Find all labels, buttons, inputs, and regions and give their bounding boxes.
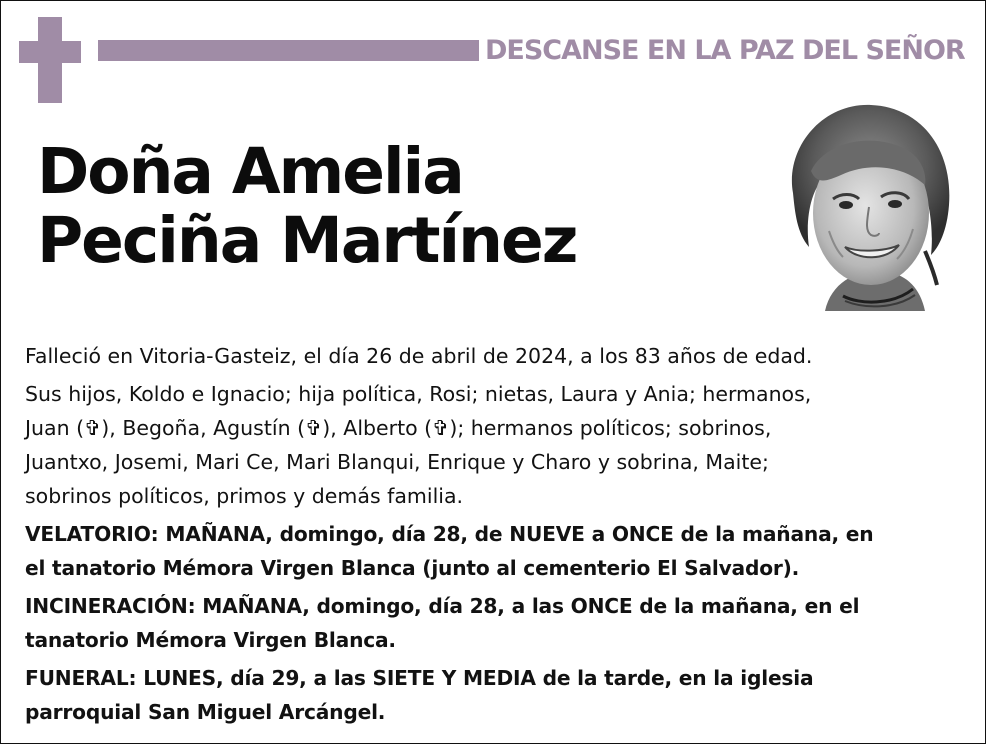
family-paragraph	[25, 377, 965, 513]
deceased-name	[37, 137, 757, 275]
funeral-line-1: FUNERAL: LUNES, día 29, a las SIETE Y MEDIA de la tarde, en la iglesia	[25, 666, 814, 690]
family-line-1: Sus hijos, Koldo e Ignacio; hija política, Rosi; nietas, Laura y Ania; hermanos,	[25, 382, 812, 406]
notice-body	[25, 339, 965, 729]
funeral-paragraph	[25, 661, 965, 729]
velatorio-line-2: el tanatorio Mémora Virgen Blanca (junto al cementerio El Salvador).	[25, 556, 800, 580]
incineracion-line-1: INCINERACIÓN: MAÑANA, domingo, día 28, a las ONCE de la mañana, en el	[25, 594, 860, 618]
deceased-name-line-2: Peciña Martínez	[37, 204, 577, 277]
funeral-line-2: parroquial San Miguel Arcángel.	[25, 700, 386, 724]
family-line-4: sobrinos políticos, primos y demás familia.	[25, 484, 464, 508]
incineracion-paragraph	[25, 589, 965, 657]
intro-paragraph	[25, 339, 965, 373]
velatorio-line-1: VELATORIO: MAÑANA, domingo, día 28, de NUEVE a ONCE de la mañana, en	[25, 522, 874, 546]
incineracion-line-2: tanatorio Mémora Virgen Blanca.	[25, 628, 396, 652]
portrait-photo	[785, 101, 953, 311]
deceased-name-line-1: Doña Amelia	[37, 135, 463, 208]
header-divider-bar	[98, 40, 479, 61]
family-line-2: Juan (✞), Begoña, Agustín (✞), Alberto (✞); hermanos políticos; sobrinos,	[25, 416, 772, 440]
velatorio-paragraph	[25, 517, 965, 585]
cross-icon	[19, 17, 81, 103]
intro-line: Falleció en Vitoria-Gasteiz, el día 26 de abril de 2024, a los 83 años de edad.	[25, 344, 813, 368]
family-line-3: Juantxo, Josemi, Mari Ce, Mari Blanqui, Enrique y Charo y sobrina, Maite;	[25, 450, 769, 474]
header-tagline: DESCANSE EN LA PAZ DEL SEÑOR	[485, 35, 965, 66]
cross-horizontal-bar	[19, 41, 81, 63]
